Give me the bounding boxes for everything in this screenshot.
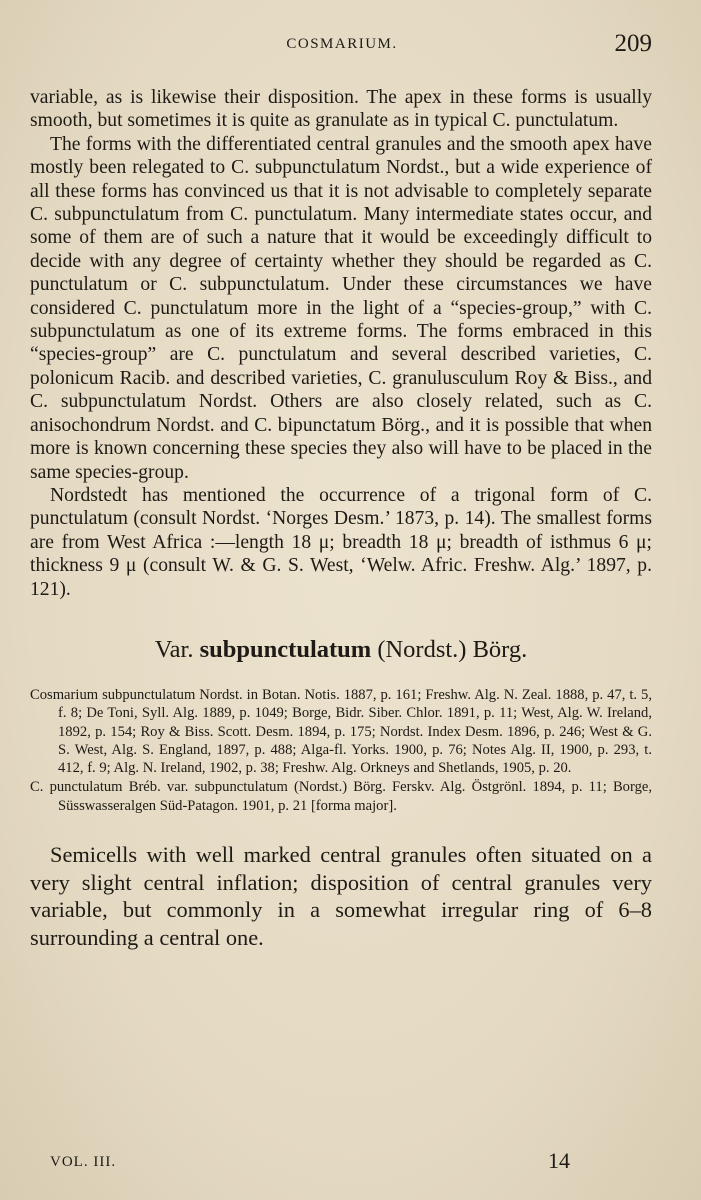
page-footer — [50, 1148, 570, 1178]
running-head-title: COSMARIUM. — [286, 36, 398, 52]
body-paragraph-2: The forms with the differentiated central granules and the smooth apex have mostly been relegated to C. subpunctulatum Nordst., but a wide experience of all these forms has convinced us that it is not advisable to completely separate C. subpunctulatum from C. punctulatum. Many intermediate states occur, and some of them are of such a nature that it would be exceedingly difficult to decide with any degree of certainty whether they should be regarded as C. punctulatum or C. subpunctulatum. Under these circumstances we have considered C. punctulatum more in the light of a “species-group,” with C. subpunctulatum as one of its extreme forms. The forms embraced in this “species-group” are C. punctulatum and several described varieties, C. polonicum Racib. and described varieties, C. granulusculum Roy & Biss., and C. subpunctulatum Nordst. Others are also closely related, such as C. anisochondrum Nordst. and C. bipunctatum Börg., and it is possible that when more is known concerning these species they also will have to be placed in the same species-group. — [30, 133, 652, 483]
body-paragraph-1: variable, as is likewise their disposition. The apex in these forms is usually smooth, but sometimes it is quite as granulate as in typical C. punctulatum. — [30, 87, 652, 132]
variety-heading-name: subpunctulatum — [199, 635, 372, 663]
variety-heading-authority: (Nordst.) Börg. — [377, 635, 528, 663]
signature-mark: 14 — [548, 1148, 570, 1173]
page-number: 209 — [614, 30, 652, 57]
description-paragraph: Semicells with well marked central granules often situated on a very slight central inflation; disposition of central granules very variable, but commonly in a somewhat irregular ring of 6–8 surrounding a central one. — [30, 842, 652, 950]
variety-heading-prefix: Var. — [154, 635, 194, 663]
body-paragraph-3: Nordstedt has mentioned the occurrence of a trigonal form of C. punctulatum (consult Nordst. ‘Norges Desm.’ 1873, p. 14). The smallest forms are from West Africa :—length 18 μ; breadth 18 μ; breadth of isthmus 6 μ; thickness 9 μ (consult W. & G. S. West, ‘Welw. Afric. Freshw. Alg.’ 1897, p. 121). — [30, 484, 652, 600]
reference-entry: C. punctulatum Bréb. var. subpunctulatum (Nordst.) Börg. Ferskv. Alg. Östgrönl. 1894, p. 11; Borge, Süsswasseralgen Süd-Patagon. 1901, p. 21 [forma major]. — [30, 779, 652, 814]
synonymy-references — [30, 686, 652, 815]
variety-heading — [30, 635, 652, 665]
reference-entry: Cosmarium subpunctulatum Nordst. in Botan. Notis. 1887, p. 161; Freshw. Alg. N. Zeal. 1888, p. 47, t. 5, f. 8; De Toni, Syll. Alg. 1889, p. 1049; Borge, Bidr. Siber. Chlor. 1891, p. 11; West, Alg. W. Ireland, 1892, p. 154; Roy & Biss. Scott. Desm. 1894, p. 175; Nordst. Index Desm. 1896, p. 246; West & G. S. West, Alg. S. England, 1897, p. 488; Alga-fl. Yorks. 1900, p. 76; Notes Alg. II, 1900, p. 293, t. 412, f. 9; Alg. N. Ireland, 1902, p. 38; Freshw. Alg. Orkneys and Shetlands, 1905, p. 20. — [30, 686, 652, 777]
running-head — [32, 30, 652, 62]
page-body — [30, 86, 652, 951]
volume-label: VOL. III. — [50, 1154, 117, 1170]
